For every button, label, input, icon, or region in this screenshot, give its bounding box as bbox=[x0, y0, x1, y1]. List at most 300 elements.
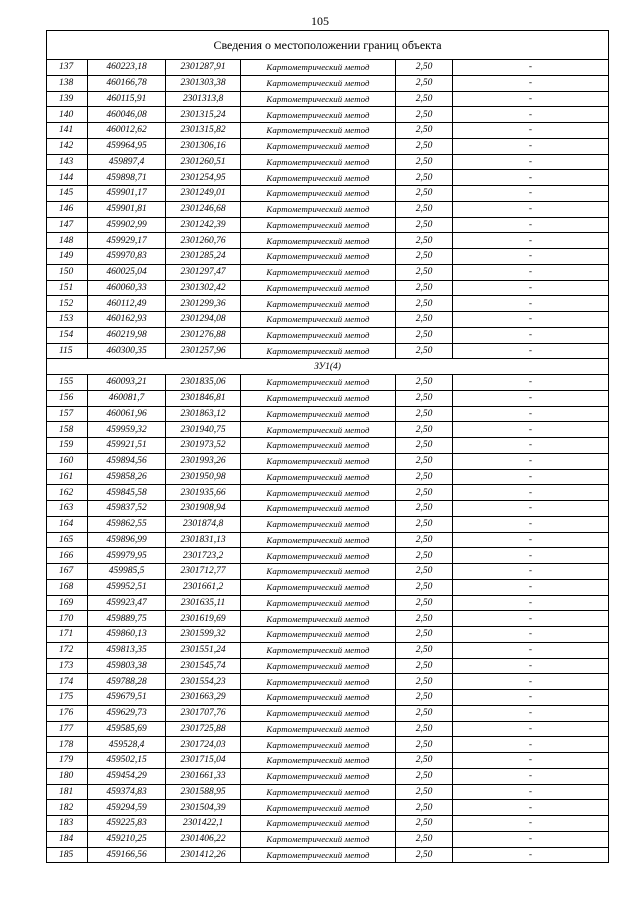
table-row bbox=[47, 768, 609, 784]
accuracy-cell: 2,50 bbox=[396, 375, 453, 391]
table-row bbox=[47, 327, 609, 343]
point-number: 149 bbox=[47, 249, 88, 265]
coordinate-y: 2301422,1 bbox=[166, 816, 241, 832]
method-cell: Картометрический метод bbox=[241, 217, 396, 233]
point-number: 146 bbox=[47, 201, 88, 217]
accuracy-cell: 2,50 bbox=[396, 768, 453, 784]
accuracy-cell: 2,50 bbox=[396, 753, 453, 769]
coordinate-x: 459502,15 bbox=[88, 753, 166, 769]
table-row bbox=[47, 107, 609, 123]
accuracy-cell: 2,50 bbox=[396, 642, 453, 658]
method-cell: Картометрический метод bbox=[241, 91, 396, 107]
description-cell: - bbox=[453, 831, 609, 847]
accuracy-cell: 2,50 bbox=[396, 217, 453, 233]
table-row bbox=[47, 406, 609, 422]
coordinate-x: 459862,55 bbox=[88, 516, 166, 532]
coordinate-x: 460112,49 bbox=[88, 296, 166, 312]
coordinate-y: 2301285,24 bbox=[166, 249, 241, 265]
coordinate-x: 460115,91 bbox=[88, 91, 166, 107]
table-row bbox=[47, 548, 609, 564]
coordinate-x: 459210,25 bbox=[88, 831, 166, 847]
table-row bbox=[47, 705, 609, 721]
coordinate-y: 2301246,68 bbox=[166, 201, 241, 217]
point-number: 157 bbox=[47, 406, 88, 422]
description-cell: - bbox=[453, 611, 609, 627]
accuracy-cell: 2,50 bbox=[396, 296, 453, 312]
coordinate-y: 2301554,23 bbox=[166, 674, 241, 690]
point-number: 158 bbox=[47, 422, 88, 438]
coordinate-x: 459166,56 bbox=[88, 847, 166, 863]
method-cell: Картометрический метод bbox=[241, 831, 396, 847]
accuracy-cell: 2,50 bbox=[396, 737, 453, 753]
coordinate-y: 2301863,12 bbox=[166, 406, 241, 422]
point-number: 152 bbox=[47, 296, 88, 312]
point-number: 162 bbox=[47, 485, 88, 501]
accuracy-cell: 2,50 bbox=[396, 75, 453, 91]
coordinate-x: 459985,5 bbox=[88, 564, 166, 580]
table-row bbox=[47, 264, 609, 280]
table-row bbox=[47, 516, 609, 532]
description-cell: - bbox=[453, 768, 609, 784]
point-number: 141 bbox=[47, 123, 88, 139]
method-cell: Картометрический метод bbox=[241, 123, 396, 139]
method-cell: Картометрический метод bbox=[241, 611, 396, 627]
accuracy-cell: 2,50 bbox=[396, 343, 453, 359]
method-cell: Картометрический метод bbox=[241, 595, 396, 611]
method-cell: Картометрический метод bbox=[241, 658, 396, 674]
coordinate-y: 2301287,91 bbox=[166, 60, 241, 76]
description-cell: - bbox=[453, 296, 609, 312]
accuracy-cell: 2,50 bbox=[396, 422, 453, 438]
description-cell: - bbox=[453, 249, 609, 265]
point-number: 147 bbox=[47, 217, 88, 233]
coordinate-y: 2301835,06 bbox=[166, 375, 241, 391]
accuracy-cell: 2,50 bbox=[396, 485, 453, 501]
accuracy-cell: 2,50 bbox=[396, 280, 453, 296]
coordinate-x: 460061,96 bbox=[88, 406, 166, 422]
coordinate-y: 2301406,22 bbox=[166, 831, 241, 847]
table-row bbox=[47, 186, 609, 202]
coordinate-y: 2301874,8 bbox=[166, 516, 241, 532]
coordinate-x: 460166,78 bbox=[88, 75, 166, 91]
method-cell: Картометрический метод bbox=[241, 737, 396, 753]
table-row bbox=[47, 847, 609, 863]
point-number: 180 bbox=[47, 768, 88, 784]
point-number: 184 bbox=[47, 831, 88, 847]
point-number: 182 bbox=[47, 800, 88, 816]
coordinate-y: 2301297,47 bbox=[166, 264, 241, 280]
coordinate-x: 460093,21 bbox=[88, 375, 166, 391]
point-number: 139 bbox=[47, 91, 88, 107]
method-cell: Картометрический метод bbox=[241, 375, 396, 391]
method-cell: Картометрический метод bbox=[241, 721, 396, 737]
method-cell: Картометрический метод bbox=[241, 280, 396, 296]
method-cell: Картометрический метод bbox=[241, 201, 396, 217]
accuracy-cell: 2,50 bbox=[396, 831, 453, 847]
coordinate-y: 2301315,82 bbox=[166, 123, 241, 139]
point-number: 115 bbox=[47, 343, 88, 359]
coordinate-y: 2301302,42 bbox=[166, 280, 241, 296]
coordinate-y: 2301663,29 bbox=[166, 690, 241, 706]
coordinate-x: 459901,81 bbox=[88, 201, 166, 217]
method-cell: Картометрический метод bbox=[241, 627, 396, 643]
coordinate-y: 2301315,24 bbox=[166, 107, 241, 123]
coordinate-x: 459813,35 bbox=[88, 642, 166, 658]
description-cell: - bbox=[453, 438, 609, 454]
description-cell: - bbox=[453, 390, 609, 406]
method-cell: Картометрический метод bbox=[241, 422, 396, 438]
table-row bbox=[47, 595, 609, 611]
description-cell: - bbox=[453, 343, 609, 359]
description-cell: - bbox=[453, 154, 609, 170]
table-body bbox=[47, 31, 609, 863]
method-cell: Картометрический метод bbox=[241, 800, 396, 816]
method-cell: Картометрический метод bbox=[241, 816, 396, 832]
coordinate-x: 459889,75 bbox=[88, 611, 166, 627]
table-row bbox=[47, 390, 609, 406]
description-cell: - bbox=[453, 186, 609, 202]
accuracy-cell: 2,50 bbox=[396, 170, 453, 186]
point-number: 145 bbox=[47, 186, 88, 202]
method-cell: Картометрический метод bbox=[241, 154, 396, 170]
coordinate-x: 459898,71 bbox=[88, 170, 166, 186]
accuracy-cell: 2,50 bbox=[396, 201, 453, 217]
coordinate-y: 2301908,94 bbox=[166, 501, 241, 517]
point-number: 163 bbox=[47, 501, 88, 517]
accuracy-cell: 2,50 bbox=[396, 138, 453, 154]
coordinate-y: 2301551,24 bbox=[166, 642, 241, 658]
table-row bbox=[47, 532, 609, 548]
accuracy-cell: 2,50 bbox=[396, 123, 453, 139]
method-cell: Картометрический метод bbox=[241, 186, 396, 202]
accuracy-cell: 2,50 bbox=[396, 705, 453, 721]
point-number: 172 bbox=[47, 642, 88, 658]
coordinate-y: 2301260,76 bbox=[166, 233, 241, 249]
description-cell: - bbox=[453, 595, 609, 611]
table-row bbox=[47, 201, 609, 217]
table-row bbox=[47, 721, 609, 737]
coordinate-y: 2301940,75 bbox=[166, 422, 241, 438]
description-cell: - bbox=[453, 627, 609, 643]
coordinate-y: 2301661,33 bbox=[166, 768, 241, 784]
description-cell: - bbox=[453, 548, 609, 564]
point-number: 177 bbox=[47, 721, 88, 737]
point-number: 168 bbox=[47, 579, 88, 595]
boundary-coordinates-table bbox=[46, 30, 609, 863]
point-number: 183 bbox=[47, 816, 88, 832]
coordinate-x: 459901,17 bbox=[88, 186, 166, 202]
coordinate-y: 2301950,98 bbox=[166, 469, 241, 485]
point-number: 185 bbox=[47, 847, 88, 863]
description-cell: - bbox=[453, 753, 609, 769]
table-row bbox=[47, 91, 609, 107]
point-number: 159 bbox=[47, 438, 88, 454]
coordinate-x: 459964,95 bbox=[88, 138, 166, 154]
table-row bbox=[47, 737, 609, 753]
coordinate-x: 459952,51 bbox=[88, 579, 166, 595]
coordinate-y: 2301619,69 bbox=[166, 611, 241, 627]
coordinate-x: 460060,33 bbox=[88, 280, 166, 296]
table-row bbox=[47, 438, 609, 454]
point-number: 175 bbox=[47, 690, 88, 706]
point-number: 166 bbox=[47, 548, 88, 564]
accuracy-cell: 2,50 bbox=[396, 674, 453, 690]
table-row bbox=[47, 217, 609, 233]
point-number: 169 bbox=[47, 595, 88, 611]
point-number: 161 bbox=[47, 469, 88, 485]
method-cell: Картометрический метод bbox=[241, 406, 396, 422]
coordinate-y: 2301412,26 bbox=[166, 847, 241, 863]
accuracy-cell: 2,50 bbox=[396, 501, 453, 517]
coordinate-x: 459845,58 bbox=[88, 485, 166, 501]
point-number: 176 bbox=[47, 705, 88, 721]
coordinate-x: 459454,29 bbox=[88, 768, 166, 784]
point-number: 174 bbox=[47, 674, 88, 690]
method-cell: Картометрический метод bbox=[241, 453, 396, 469]
accuracy-cell: 2,50 bbox=[396, 91, 453, 107]
point-number: 156 bbox=[47, 390, 88, 406]
accuracy-cell: 2,50 bbox=[396, 579, 453, 595]
description-cell: - bbox=[453, 705, 609, 721]
description-cell: - bbox=[453, 327, 609, 343]
point-number: 167 bbox=[47, 564, 88, 580]
accuracy-cell: 2,50 bbox=[396, 548, 453, 564]
coordinate-y: 2301260,51 bbox=[166, 154, 241, 170]
coordinate-x: 459225,83 bbox=[88, 816, 166, 832]
table-row bbox=[47, 154, 609, 170]
table-row bbox=[47, 138, 609, 154]
method-cell: Картометрический метод bbox=[241, 516, 396, 532]
coordinate-y: 2301303,38 bbox=[166, 75, 241, 91]
table-row bbox=[47, 579, 609, 595]
method-cell: Картометрический метод bbox=[241, 390, 396, 406]
accuracy-cell: 2,50 bbox=[396, 327, 453, 343]
method-cell: Картометрический метод bbox=[241, 438, 396, 454]
accuracy-cell: 2,50 bbox=[396, 627, 453, 643]
point-number: 142 bbox=[47, 138, 88, 154]
page-number: 105 bbox=[311, 14, 329, 28]
point-number: 179 bbox=[47, 753, 88, 769]
description-cell: - bbox=[453, 75, 609, 91]
method-cell: Картометрический метод bbox=[241, 485, 396, 501]
method-cell: Картометрический метод bbox=[241, 138, 396, 154]
coordinate-x: 459959,32 bbox=[88, 422, 166, 438]
accuracy-cell: 2,50 bbox=[396, 453, 453, 469]
table-row bbox=[47, 123, 609, 139]
accuracy-cell: 2,50 bbox=[396, 690, 453, 706]
coordinate-x: 460162,93 bbox=[88, 312, 166, 328]
coordinate-x: 460012,62 bbox=[88, 123, 166, 139]
description-cell: - bbox=[453, 422, 609, 438]
point-number: 173 bbox=[47, 658, 88, 674]
description-cell: - bbox=[453, 816, 609, 832]
coordinate-x: 459837,52 bbox=[88, 501, 166, 517]
table-title-row bbox=[47, 31, 609, 60]
accuracy-cell: 2,50 bbox=[396, 249, 453, 265]
coordinate-y: 2301712,77 bbox=[166, 564, 241, 580]
method-cell: Картометрический метод bbox=[241, 674, 396, 690]
coordinate-y: 2301588,95 bbox=[166, 784, 241, 800]
description-cell: - bbox=[453, 721, 609, 737]
method-cell: Картометрический метод bbox=[241, 501, 396, 517]
table-row bbox=[47, 453, 609, 469]
section-header-row bbox=[47, 359, 609, 375]
table-row bbox=[47, 312, 609, 328]
coordinate-y: 2301935,66 bbox=[166, 485, 241, 501]
description-cell: - bbox=[453, 107, 609, 123]
description-cell: - bbox=[453, 170, 609, 186]
description-cell: - bbox=[453, 280, 609, 296]
accuracy-cell: 2,50 bbox=[396, 264, 453, 280]
table-row bbox=[47, 627, 609, 643]
coordinate-y: 2301635,11 bbox=[166, 595, 241, 611]
accuracy-cell: 2,50 bbox=[396, 186, 453, 202]
coordinate-y: 2301257,96 bbox=[166, 343, 241, 359]
method-cell: Картометрический метод bbox=[241, 690, 396, 706]
point-number: 181 bbox=[47, 784, 88, 800]
accuracy-cell: 2,50 bbox=[396, 658, 453, 674]
table-row bbox=[47, 658, 609, 674]
table-row bbox=[47, 501, 609, 517]
coordinate-y: 2301707,76 bbox=[166, 705, 241, 721]
description-cell: - bbox=[453, 485, 609, 501]
coordinate-x: 460081,7 bbox=[88, 390, 166, 406]
description-cell: - bbox=[453, 91, 609, 107]
coordinate-x: 459679,51 bbox=[88, 690, 166, 706]
point-number: 165 bbox=[47, 532, 88, 548]
coordinate-y: 2301993,26 bbox=[166, 453, 241, 469]
coordinate-y: 2301715,04 bbox=[166, 753, 241, 769]
coordinate-y: 2301276,88 bbox=[166, 327, 241, 343]
coordinate-y: 2301504,39 bbox=[166, 800, 241, 816]
point-number: 155 bbox=[47, 375, 88, 391]
method-cell: Картометрический метод bbox=[241, 264, 396, 280]
description-cell: - bbox=[453, 690, 609, 706]
coordinate-y: 2301661,2 bbox=[166, 579, 241, 595]
coordinate-x: 459902,99 bbox=[88, 217, 166, 233]
point-number: 151 bbox=[47, 280, 88, 296]
table-row bbox=[47, 296, 609, 312]
description-cell: - bbox=[453, 642, 609, 658]
coordinate-y: 2301724,03 bbox=[166, 737, 241, 753]
coordinate-x: 459896,99 bbox=[88, 532, 166, 548]
method-cell: Картометрический метод bbox=[241, 847, 396, 863]
table-row bbox=[47, 642, 609, 658]
coordinate-x: 459528,4 bbox=[88, 737, 166, 753]
table-row bbox=[47, 170, 609, 186]
coordinate-y: 2301249,01 bbox=[166, 186, 241, 202]
method-cell: Картометрический метод bbox=[241, 564, 396, 580]
table-row bbox=[47, 75, 609, 91]
description-cell: - bbox=[453, 312, 609, 328]
description-cell: - bbox=[453, 564, 609, 580]
table-row bbox=[47, 485, 609, 501]
description-cell: - bbox=[453, 201, 609, 217]
section-label: ЗУ1(4) bbox=[47, 359, 609, 375]
point-number: 160 bbox=[47, 453, 88, 469]
coordinate-y: 2301545,74 bbox=[166, 658, 241, 674]
accuracy-cell: 2,50 bbox=[396, 595, 453, 611]
point-number: 153 bbox=[47, 312, 88, 328]
coordinate-x: 459629,73 bbox=[88, 705, 166, 721]
description-cell: - bbox=[453, 658, 609, 674]
coordinate-x: 459979,95 bbox=[88, 548, 166, 564]
coordinate-x: 459585,69 bbox=[88, 721, 166, 737]
coordinate-x: 460300,35 bbox=[88, 343, 166, 359]
accuracy-cell: 2,50 bbox=[396, 721, 453, 737]
table-row bbox=[47, 249, 609, 265]
accuracy-cell: 2,50 bbox=[396, 516, 453, 532]
table-row bbox=[47, 564, 609, 580]
method-cell: Картометрический метод bbox=[241, 249, 396, 265]
description-cell: - bbox=[453, 60, 609, 76]
description-cell: - bbox=[453, 453, 609, 469]
table-title: Сведения о местоположении границ объекта bbox=[47, 31, 609, 60]
accuracy-cell: 2,50 bbox=[396, 233, 453, 249]
coordinate-y: 2301254,95 bbox=[166, 170, 241, 186]
description-cell: - bbox=[453, 264, 609, 280]
method-cell: Картометрический метод bbox=[241, 170, 396, 186]
coordinate-x: 460223,18 bbox=[88, 60, 166, 76]
method-cell: Картометрический метод bbox=[241, 312, 396, 328]
point-number: 137 bbox=[47, 60, 88, 76]
coordinate-x: 459921,51 bbox=[88, 438, 166, 454]
coordinate-x: 459897,4 bbox=[88, 154, 166, 170]
description-cell: - bbox=[453, 233, 609, 249]
description-cell: - bbox=[453, 579, 609, 595]
accuracy-cell: 2,50 bbox=[396, 390, 453, 406]
coordinate-x: 459970,83 bbox=[88, 249, 166, 265]
coordinate-x: 459894,56 bbox=[88, 453, 166, 469]
coordinate-y: 2301973,52 bbox=[166, 438, 241, 454]
description-cell: - bbox=[453, 406, 609, 422]
method-cell: Картометрический метод bbox=[241, 548, 396, 564]
method-cell: Картометрический метод bbox=[241, 60, 396, 76]
method-cell: Картометрический метод bbox=[241, 642, 396, 658]
table-row bbox=[47, 375, 609, 391]
coordinate-x: 459788,28 bbox=[88, 674, 166, 690]
coordinate-x: 459374,83 bbox=[88, 784, 166, 800]
description-cell: - bbox=[453, 516, 609, 532]
accuracy-cell: 2,50 bbox=[396, 60, 453, 76]
description-cell: - bbox=[453, 800, 609, 816]
point-number: 170 bbox=[47, 611, 88, 627]
accuracy-cell: 2,50 bbox=[396, 107, 453, 123]
method-cell: Картометрический метод bbox=[241, 768, 396, 784]
method-cell: Картометрический метод bbox=[241, 107, 396, 123]
table-row bbox=[47, 753, 609, 769]
method-cell: Картометрический метод bbox=[241, 75, 396, 91]
table-row bbox=[47, 343, 609, 359]
coordinate-y: 2301725,88 bbox=[166, 721, 241, 737]
description-cell: - bbox=[453, 375, 609, 391]
accuracy-cell: 2,50 bbox=[396, 532, 453, 548]
point-number: 178 bbox=[47, 737, 88, 753]
accuracy-cell: 2,50 bbox=[396, 611, 453, 627]
table-row bbox=[47, 816, 609, 832]
accuracy-cell: 2,50 bbox=[396, 564, 453, 580]
description-cell: - bbox=[453, 501, 609, 517]
point-number: 138 bbox=[47, 75, 88, 91]
point-number: 148 bbox=[47, 233, 88, 249]
point-number: 154 bbox=[47, 327, 88, 343]
table-row bbox=[47, 784, 609, 800]
coordinate-y: 2301299,36 bbox=[166, 296, 241, 312]
table-row bbox=[47, 674, 609, 690]
description-cell: - bbox=[453, 532, 609, 548]
coordinate-y: 2301723,2 bbox=[166, 548, 241, 564]
method-cell: Картометрический метод bbox=[241, 296, 396, 312]
